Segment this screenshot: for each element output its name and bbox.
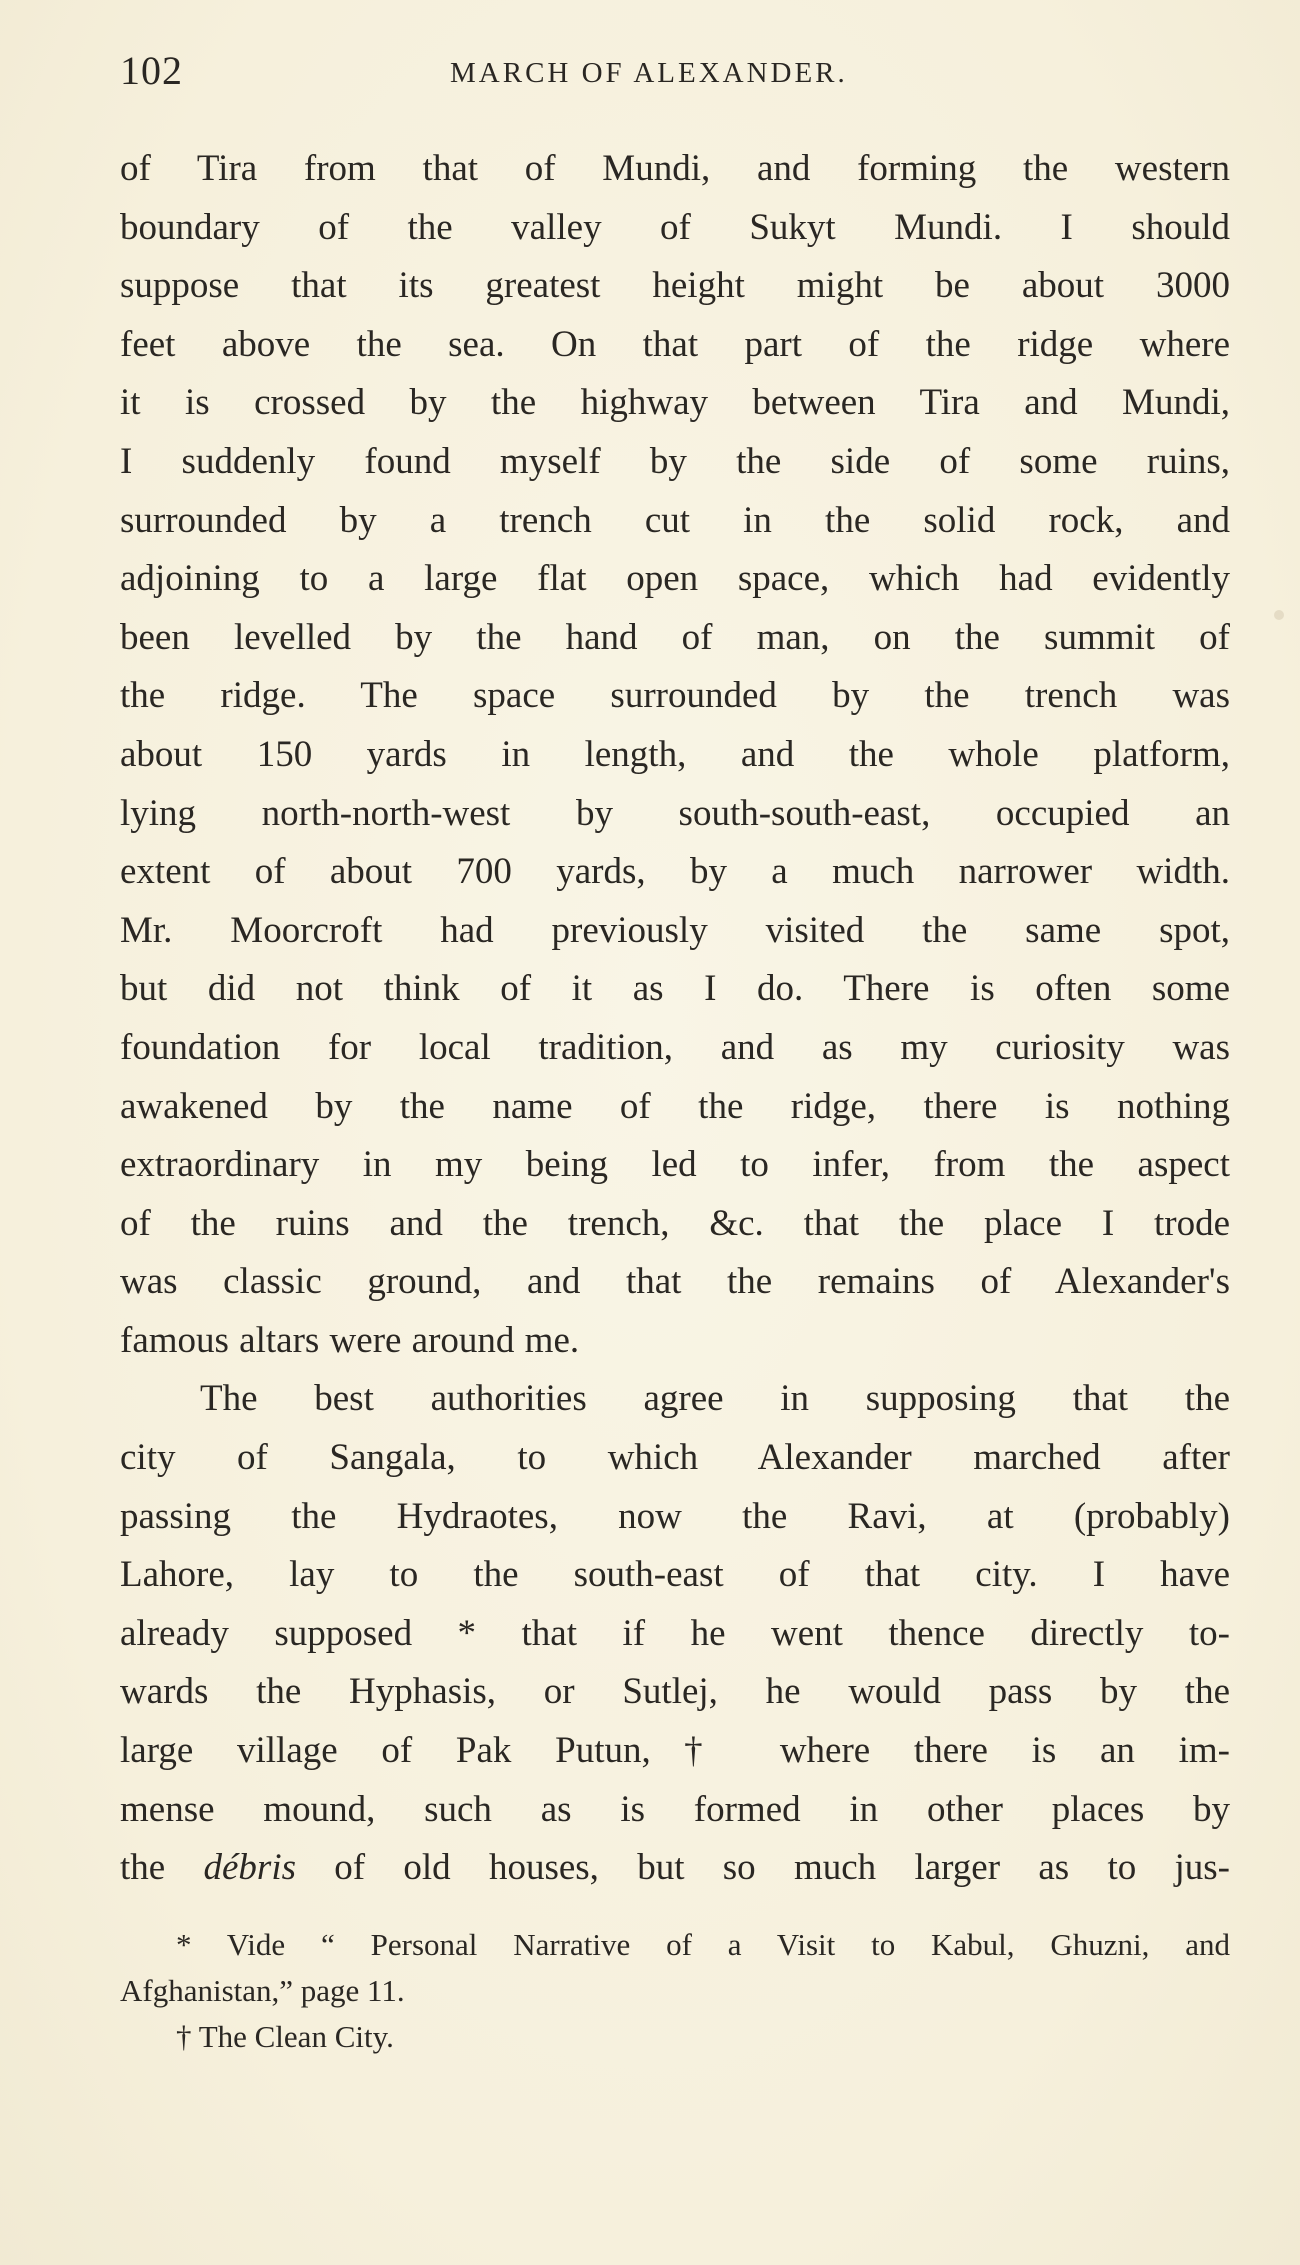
text-line: lying north-north-west by south-south-east, occupied an xyxy=(120,792,1230,834)
footnotes xyxy=(120,1922,1230,2060)
text-run: of old houses, but so much larger as to jus- xyxy=(296,1847,1231,1889)
footnote-2: † The Clean City. xyxy=(176,2019,394,2054)
paper-speck xyxy=(1274,610,1284,620)
text-line: passing the Hydraotes, now the Ravi, at (probably) xyxy=(120,1495,1230,1537)
footnote-1-line-2: Afghanistan,” page 11. xyxy=(120,1973,405,2008)
text-line: foundation for local tradition, and as my curiosity was xyxy=(120,1026,1230,1068)
text-line: extent of about 700 yards, by a much narrower width. xyxy=(120,851,1230,893)
paragraph-start-line: The best authorities agree in supposing that the xyxy=(200,1378,1230,1420)
body-text xyxy=(120,140,1230,1898)
text-line: was classic ground, and that the remains of Alexander's xyxy=(120,1261,1230,1303)
text-line: I suddenly found myself by the side of some ruins, xyxy=(120,440,1230,482)
text-line: boundary of the valley of Sukyt Mundi. I should xyxy=(120,206,1230,248)
text-run: the xyxy=(120,1847,204,1889)
page-number: 102 xyxy=(120,48,183,93)
text-line: large village of Pak Putun,† where there is an im- xyxy=(120,1730,1230,1772)
paragraph-end-line: famous altars were around me. xyxy=(120,1319,580,1361)
text-line: Lahore, lay to the south-east of that city. I have xyxy=(120,1554,1230,1596)
running-title: MARCH OF ALEXANDER. xyxy=(450,57,848,89)
text-line: wards the Hyphasis, or Sutlej, he would pass by the xyxy=(120,1671,1230,1713)
text-line: it is crossed by the highway between Tira and Mundi, xyxy=(120,382,1230,424)
running-head xyxy=(120,46,1230,96)
footnote-1-line-1: * Vide “ Personal Narrative of a Visit to Kabul, Ghuzni, and xyxy=(176,1927,1230,1962)
text-line: of the ruins and the trench, &c. that the place I trode xyxy=(120,1202,1230,1244)
text-line: about 150 yards in length, and the whole platform, xyxy=(120,733,1230,775)
text-line: extraordinary in my being led to infer, from the aspect xyxy=(120,1144,1230,1186)
text-line: of Tira from that of Mundi, and forming the western xyxy=(120,148,1230,189)
text-line: mense mound, such as is formed in other places by xyxy=(120,1788,1230,1830)
text-line: suppose that its greatest height might be about 3000 xyxy=(120,265,1230,307)
text-line: awakened by the name of the ridge, there is nothing xyxy=(120,1085,1230,1127)
text-line-with-italic xyxy=(120,1839,1230,1898)
text-line: adjoining to a large flat open space, which had evidently xyxy=(120,558,1230,600)
italic-word: débris xyxy=(203,1847,296,1889)
text-line: the ridge. The space surrounded by the trench was xyxy=(120,675,1230,717)
text-line: already supposed * that if he went thence directly to- xyxy=(120,1612,1230,1654)
text-line: feet above the sea. On that part of the ridge where xyxy=(120,323,1230,365)
text-line: Mr. Moorcroft had previously visited the same spot, xyxy=(120,909,1230,951)
text-line: city of Sangala, to which Alexander marched after xyxy=(120,1437,1230,1479)
text-line: been levelled by the hand of man, on the summit of xyxy=(120,616,1230,658)
text-line: but did not think of it as I do. There is often some xyxy=(120,968,1230,1010)
text-line: surrounded by a trench cut in the solid rock, and xyxy=(120,499,1230,541)
